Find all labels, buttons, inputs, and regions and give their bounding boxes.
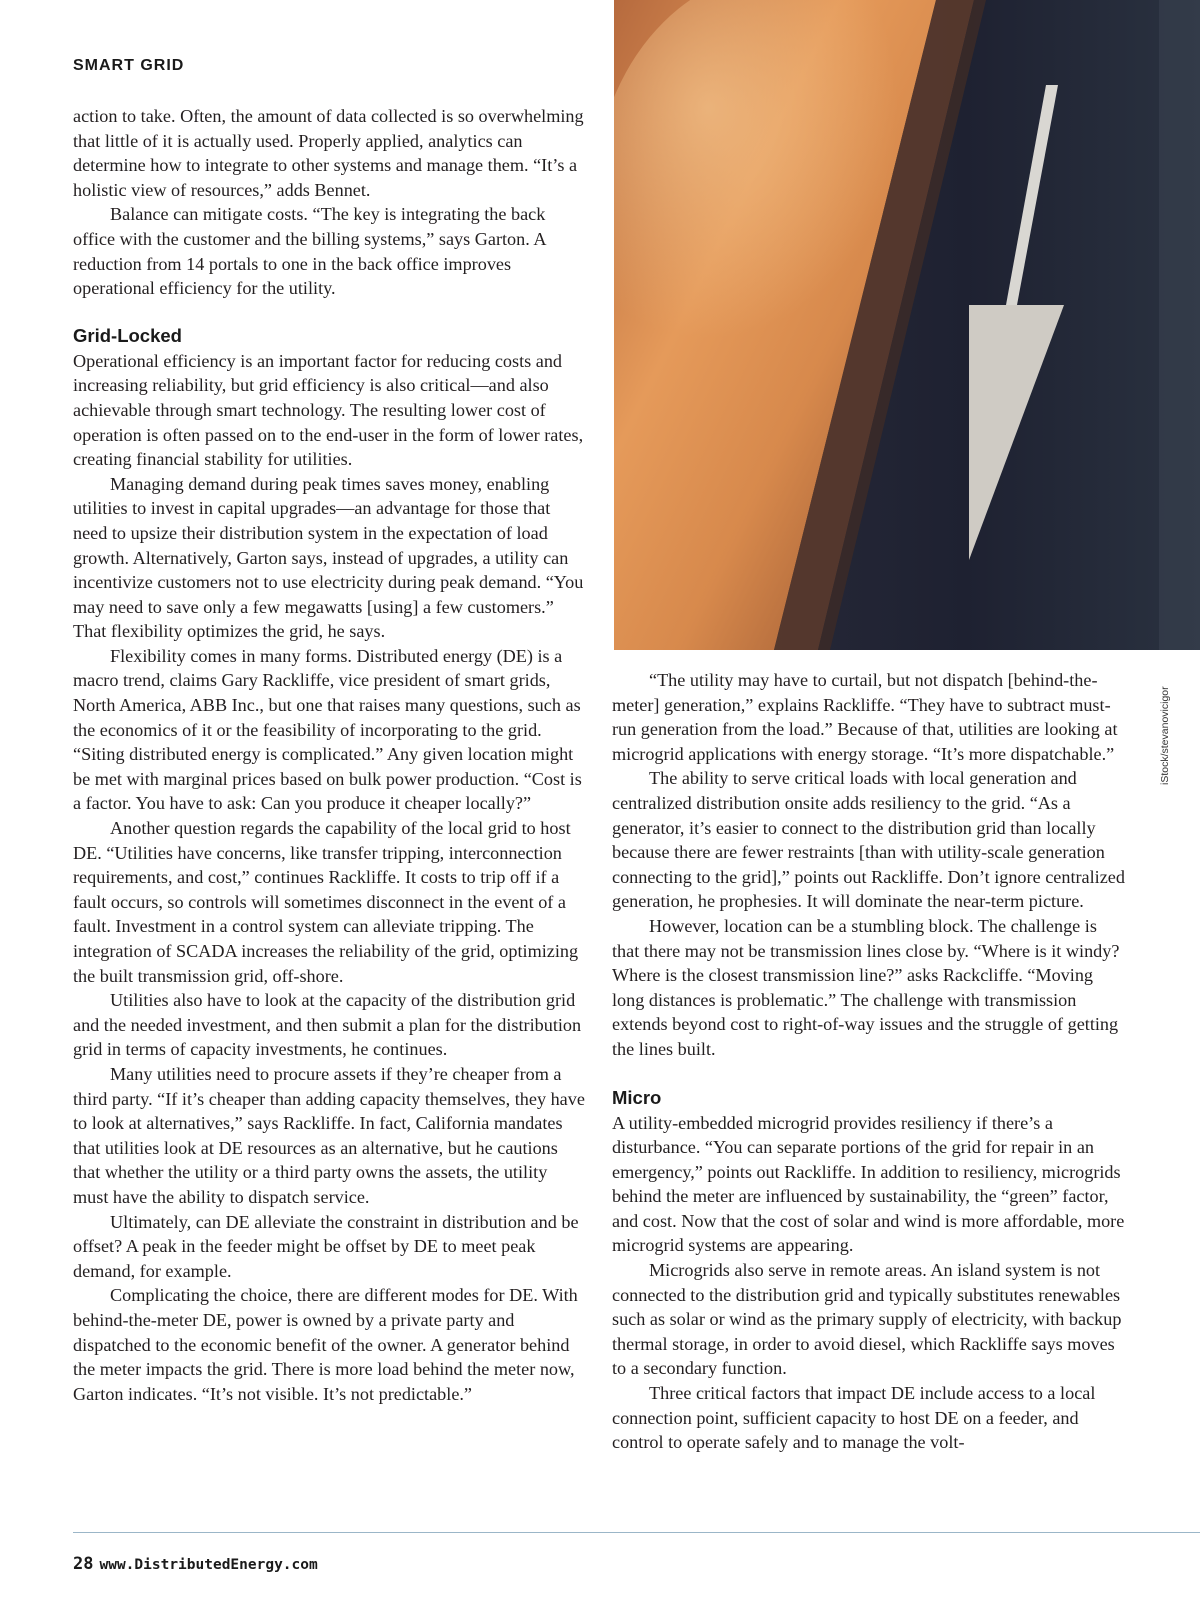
section-heading: Grid-Locked <box>73 324 182 346</box>
paragraph: Ultimately, can DE alleviate the constraint in distribution and be offset? A peak in the feeder might be offset by DE to meet peak demand, for example. <box>73 1211 579 1281</box>
photo-credit: iStock/stevanovicigor <box>1159 686 1171 785</box>
paragraph: However, location can be a stumbling block. The challenge is that there may not be transmission lines close by. “Where is it windy? Where is the closest transmission line?” asks Rackcliffe. “Moving long distances is problematic.” The challenge with transmission extends beyond cost to right-of-way issues and the struggle of getting the lines built. <box>612 915 1120 1059</box>
footer-rule <box>73 1532 1200 1533</box>
page-number: 28 <box>73 1554 94 1574</box>
paragraph: Flexibility comes in many forms. Distributed energy (DE) is a macro trend, claims Gary Rackliffe, vice president of smart grids, North America, ABB Inc., but one that raises many questions, such as the economics of it or the feasibility of incorporating to the grid. “Siting distributed energy is complicated.” Any given location might be met with marginal prices based on bulk power production. “Cost is a factor. You have to ask: Can you produce it cheaper locally?” <box>73 645 582 814</box>
page-footer <box>73 1554 318 1574</box>
article-column-right <box>612 668 1126 1455</box>
paragraph: Operational efficiency is an important factor for reducing costs and increasing reliability, but grid efficiency is also critical—and also achievable through smart technology. The resulting lower cost of operation is often passed on to the end-user in the form of lower rates, creating financial stability for utilities. <box>73 350 584 470</box>
article-column-left <box>73 104 587 1406</box>
paragraph: Many utilities need to procure assets if they’re cheaper from a third party. “If it’s cheaper than adding capacity themselves, they have to look at alternatives,” says Rackliffe. In fact, California mandates that utilities look at DE resources as an alternative, but he cautions that whether the utility or a third party owns the assets, the utility must have the ability to dispatch service. <box>73 1063 585 1207</box>
paragraph: Microgrids also serve in remote areas. An island system is not connected to the distribution grid and typically substitutes renewables such as solar or wind as the primary supply of electricity, with backup thermal storage, in order to avoid diesel, which Rackliffe says moves to a secondary function. <box>612 1260 1122 1379</box>
paragraph: “The utility may have to curtail, but not dispatch [behind-the-meter] generation,” explains Rackliffe. “They have to subtract must-run generation from the load.” Because of that, utilities are looking at microgrid applications with energy storage. “It’s more dispatchable.” <box>612 670 1118 764</box>
paragraph: Managing demand during peak times saves money, enabling utilities to invest in capital upgrades—an advantage for those that need to upsize their distribution system in the expectation of load growth. Alternatively, Garton says, instead of upgrades, a utility can incentivize customers not to use electricity during peak demand. “You may need to save only a few megawatts [using] a few customers.” That flexibility optimizes the grid, he says. <box>73 473 584 642</box>
paragraph: A utility-embedded microgrid provides resiliency if there’s a disturbance. “You can separate portions of the grid for repair in an emergency,” points out Rackliffe. In addition to resiliency, microgrids behind the meter are influenced by sustainability, the “green” factor, and cost. Now that the cost of solar and wind is more affordable, more microgrid systems are appearing. <box>612 1112 1125 1256</box>
section-heading: Micro <box>612 1086 662 1108</box>
photo-illustration <box>614 0 1200 650</box>
paragraph: Complicating the choice, there are different modes for DE. With behind-the-meter DE, power is owned by a private party and dispatched to the economic benefit of the owner. A generator behind the meter impacts the grid. There is more load behind the meter now, Garton indicates. “It’s not visible. It’s not predictable.” <box>73 1285 578 1404</box>
paragraph: Another question regards the capability of the local grid to host DE. “Utilities have concerns, like transfer tripping, interconnection requirements, and cost,” continues Rackliffe. It costs to trip off if a fault occurs, so controls will sometimes disconnect in the event of a fault. Investment in a control system can alleviate tripping. The integration of SCADA increases the reliability of the grid, optimizing the built transmission grid, off-shore. <box>73 818 579 986</box>
photo-road-wall <box>614 0 1200 650</box>
paragraph: Utilities also have to look at the capacity of the distribution grid and the needed investment, and then submit a plan for the distribution grid in terms of capacity investments, he continues. <box>73 990 582 1060</box>
paragraph: The ability to serve critical loads with local generation and centralized distribution onsite adds resiliency to the grid. “As a generator, it’s easier to connect to the distribution grid than locally because there are fewer restraints [than with utility-scale generation connecting to the grid],” points out Rackliffe. Don’t ignore centralized generation, he prophesies. It will dominate the near-term picture. <box>612 768 1125 912</box>
paragraph: Three critical factors that impact DE include access to a local connection point, sufficient capacity to host DE on a feeder, and control to operate safely and to manage the volt- <box>612 1383 1096 1453</box>
paragraph: action to take. Often, the amount of data collected is so overwhelming that little of it is actually used. Properly applied, analytics can determine how to integrate to other systems and manage them. “It’s a holistic view of resources,” adds Bennet. <box>73 106 584 200</box>
footer-url: www.DistributedEnergy.com <box>99 1557 318 1573</box>
section-label: SMART GRID <box>73 57 185 74</box>
paragraph: Balance can mitigate costs. “The key is integrating the back office with the customer and the billing systems,” says Garton. A reduction from 14 portals to one in the back office improves operational efficiency for the utility. <box>73 204 546 299</box>
